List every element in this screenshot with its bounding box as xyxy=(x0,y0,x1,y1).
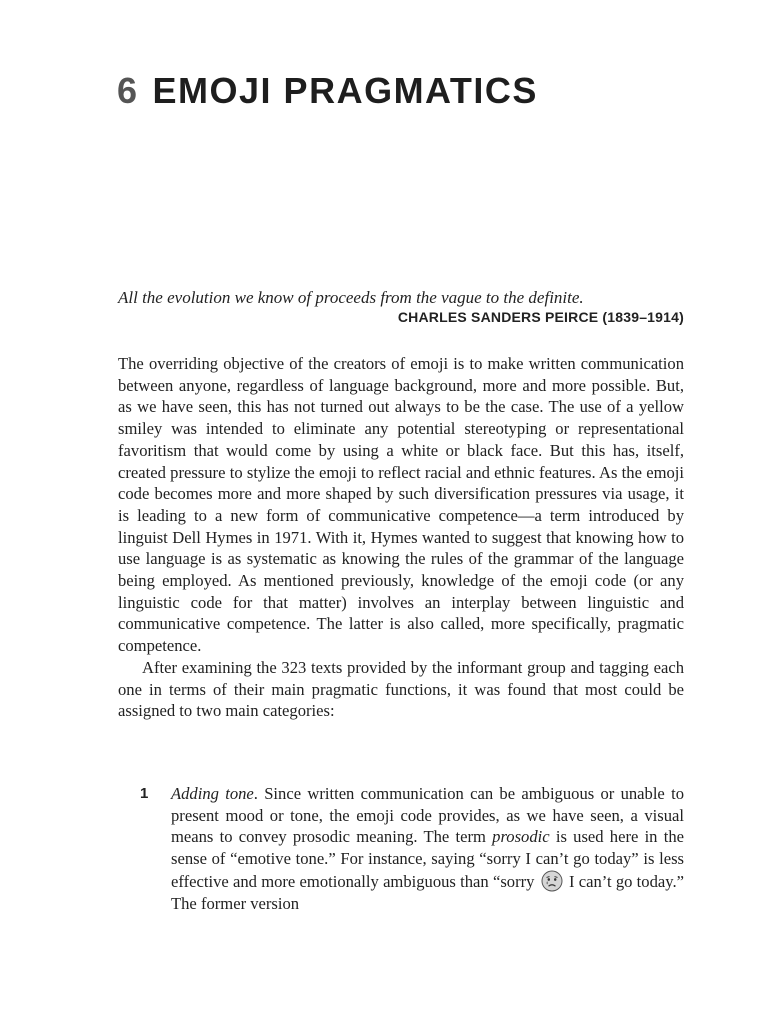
body-text xyxy=(118,353,684,722)
list-item-term: Adding tone xyxy=(171,784,254,803)
chapter-number: 6 xyxy=(117,70,139,111)
chapter-title: EMOJI PRAGMATICS xyxy=(152,70,538,111)
list-item-italic-word: prosodic xyxy=(492,827,550,847)
list-item-text-a: . Since written communication can be ambiguous or unable to present mood or tone, the emoji code provides, as we have seen, a visual means to convey prosodic meaning. The term xyxy=(171,784,684,847)
paragraph-1: The overriding objective of the creators of emoji is to make written communication between anyone, regardless of language background, more and more possible. But, as we have seen, this has not turned out always to be the case. The use of a yellow smiley was intended to eliminate any potential stereotyping or representational favoritism that would come by using a white or black face. But this has, itself, created pressure to stylize the emoji to reflect racial and ethnic features. As the emoji code becomes more and more shaped by such diversification pressures via usage, it is leading to a new form of communicative competence—a term introduced by linguist Dell Hymes in 1971. With it, Hymes wanted to suggest that knowing how to use language is as systematic as knowing the rules of the grammar of the language being employed. As mentioned previously, knowledge of the emoji code (or any linguistic code for that matter) involves an interplay between linguistic and communicative competence. The latter is also called, more specifically, pragmatic competence. xyxy=(118,354,684,656)
numbered-list xyxy=(140,783,684,914)
list-item-text-c: I can’t go today.” The former version xyxy=(171,871,684,913)
list-item-body xyxy=(171,783,684,914)
epigraph-attribution: CHARLES SANDERS PEIRCE (1839–1914) xyxy=(397,309,684,325)
chapter-heading xyxy=(117,70,538,112)
list-item-text-b: is used here in the sense of “emotive tone.” For instance, saying “sorry I can’t go today” is less effective and more emotionally ambiguous than “sorry xyxy=(171,827,684,891)
list-item xyxy=(140,783,684,914)
crying-face-icon xyxy=(541,870,563,892)
list-marker: 1 xyxy=(140,785,149,802)
epigraph-quote: All the evolution we know of proceeds from the vague to the definite. xyxy=(118,288,584,307)
paragraph-2: After examining the 323 texts provided by the informant group and tagging each one in terms of their main pragmatic functions, it was found that most could be assigned to two main categories: xyxy=(118,657,684,721)
epigraph xyxy=(118,287,684,325)
